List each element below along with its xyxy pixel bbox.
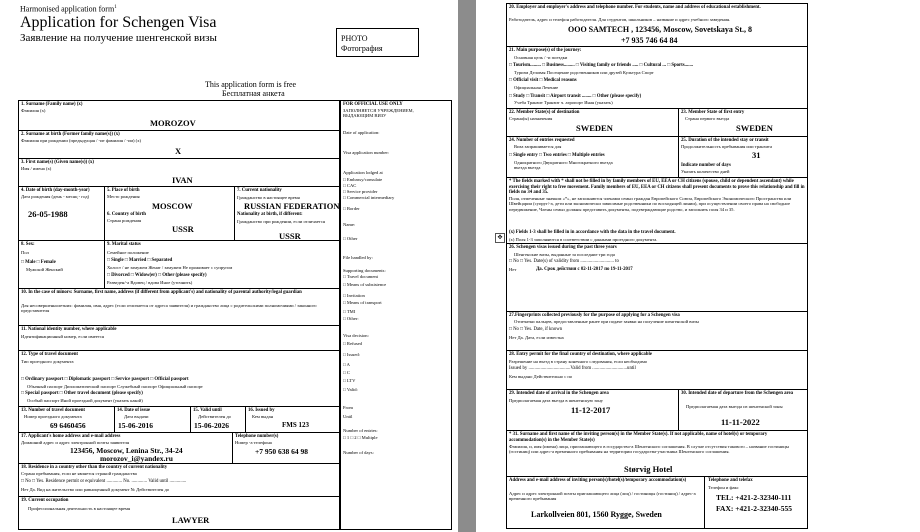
checkbox-supporting-other[interactable]: □ Other: — [343, 316, 359, 321]
move-handle-icon[interactable]: ✥ — [495, 233, 505, 243]
schengen-visa-options[interactable]: □ No □ Yes. Date(s) of validity from ............................ to — [509, 259, 619, 264]
checkbox-means-subsistence[interactable]: □ Means of subsistence — [343, 282, 387, 287]
checkbox-tmi[interactable]: □ TMI — [343, 309, 356, 314]
nationality-value[interactable]: RUSSIAN FEDERATION — [244, 201, 340, 211]
checkbox-visa-ltv[interactable]: □ LTV — [343, 378, 356, 383]
first-name-value[interactable]: IVAN — [172, 175, 193, 185]
entries-options[interactable]: □ 1 □ 2 □ Multiple — [343, 435, 378, 440]
marital-options-1[interactable]: □ Single □ Married □ Separated — [107, 258, 173, 263]
marital-options-2[interactable]: □ Divorced □ Widow(er) □ Other (please specify) — [107, 273, 207, 278]
checkbox-embassy[interactable]: □ Embassy/consulate — [343, 177, 383, 182]
checkbox-means-transport[interactable]: □ Means of transport — [343, 300, 382, 305]
nationality-at-birth-value[interactable]: USSR — [279, 231, 301, 241]
checkbox-service-provider[interactable]: □ Service provider — [343, 189, 378, 194]
official-use-column — [340, 100, 452, 530]
residence-options[interactable]: □ No □ Yes. Residence permit or equivalent ............. No. ............. Valid until .............. — [21, 479, 187, 484]
hotel-address-value[interactable]: Larkollveien 801, 1560 Rygge, Sweden — [531, 510, 662, 519]
checkbox-refused[interactable]: □ Refused — [343, 341, 362, 346]
purpose-options-2[interactable]: □ Official visit □ Medical reasons — [509, 78, 577, 83]
destination-value[interactable]: SWEDEN — [576, 123, 613, 133]
surname-value[interactable]: MOROZOV — [150, 118, 196, 128]
valid-until-value[interactable]: 15-06-2026 — [194, 421, 229, 430]
checkbox-invitation[interactable]: □ Invitation — [343, 293, 365, 298]
country-of-birth-value[interactable]: USSR — [172, 224, 194, 234]
travel-doc-number-value[interactable]: 69 6460456 — [50, 421, 86, 430]
issue-date-value[interactable]: 15-06-2016 — [118, 421, 153, 430]
entry-permit-line[interactable]: Issued by ...................................Valid from .............................until — [509, 366, 636, 371]
hotel-tel-value[interactable]: TEL: +421-2-32340-111 — [716, 493, 792, 502]
arrival-date-value[interactable]: 11-12-2017 — [571, 405, 611, 415]
form-page-1: Harmonised application form$^1$ Application for Schengen Visa Заявление на получение шенгенской визы PHOTO Фотография This application form is free Бесплатная анкета FOR OFFICIAL USE ONLY ЗАПОЛНЯЕТСЯ УЧРЕЖДЕНИЕМ, ВЫДАЮЩИМ ВИЗУ Date of application: Visa application number: Application lodged at □ Embassy/consulate □ CAC □ Service provider □ Commercial intermediary □ Border Name: □ Other File handled by: Supporting documents: □ Travel document □ Means of subsistence □ Invitation □ Means of transport □ TMI □ Other: Visa decision: □ Refused □ Issued: □ A □ C □ LTV □ Valid: From Until Number of entries: □ 1 □ 2 □ Multiple Number of days: 1. Surname (Family name) (x) Фамилия (x) MOROZOV 2. Surname at birth (Former family name(s)) (x) Фамилия при рождении (предыдущая / -ие фамилия / -ии) (x) X 3. First name(s) (Given name(s)) (x) Имя / имена (x) IVAN 4. Date of birth (day-month-year) Дата рождения (день - месяц - год) 26-05-1988 5. Place of birth Место рождения MOSCOW 6. Country of birth Страна рождения USSR 7. Current nationality Гражданство в настоящее время RUSSIAN FEDERATION Nationality at birth, if different: Гражданство при рождении, если отличается USSR 8. Sex: Пол □ Male □ Female Мужской Женский 9. Marital status Семейное положение □ Single □ Married □ Separated Холост / не замужем Женат / замужем Не проживает с супругом □ Divorced □ Widow(er) □ Other (please specify) Разведен/-а Вдовец / вдова Иное (уточнить) 10. In the case of minors: Surname, first name, address (if different from applicant's) and nationality of parental authority/legal guardian Для несовершеннолетних: фамилия, имя, адрес (если отличается от адреса заявителя) и гражданство лица с родительскими полномочиями / законного представителя 11. National identity number, where applicable Идентификационный номер, если имеется 12. Type of travel document Тип проездного документа □ Ordinary passport □ Diplomatic passport □ Service passport □ Official passport Обычный паспорт Дипломатический паспорт Служебный паспорт Официальный паспорт □ Special passport □ Other travel document (please specify) Особый паспорт Иной проездной документ (указать какой) 13. Number of travel document Номер проездного документа 69 6460456 14. Date of issue Дата выдачи 15-06-2016 15. Valid until Действителен до 15-06-2026 16. Issued by Кем выдан FMS 123 17. Applicant's home address and e-mail address Домашний адрес и адрес электронной почты заявителя 123456, Moscow, Lenina Str., 34-24 morozov_i@yandex.ru Telephone number(s) Номер -а телефона +7 950 638 64 98 18. Residence in a country other than the country of current nationality Страна пребывания, если не является страной гражданства □ No □ Yes. Residence permit or equivalent ............. No. ............. Valid until .............. Нет Да. Вид на жительство или равноценный документ № Действителен до 19. Current occupation Профессиональная деятельность в настоящее время LAWYER — [0, 0, 458, 532]
surname-at-birth-value[interactable]: X — [175, 146, 182, 156]
checkbox-commercial[interactable]: □ Commercial intermediary — [343, 195, 395, 200]
issued-by-value[interactable]: FMS 123 — [282, 421, 310, 429]
checkbox-cac[interactable]: □ CAC — [343, 183, 357, 188]
form-title-ru: Заявление на получение шенгенской визы — [20, 32, 217, 44]
occupation-value[interactable]: LAWYER — [172, 515, 210, 525]
email-value[interactable]: morozov_i@yandex.ru — [100, 454, 173, 463]
schengen-visa-dates-value[interactable]: Да. Срок действия с 02-11-2017 по 19-11-2017 — [536, 267, 633, 272]
checkbox-issued[interactable]: □ Issued: — [343, 352, 360, 357]
form-title: Application for Schengen Visa — [20, 14, 217, 31]
free-notice: This application form is free — [205, 80, 297, 89]
fingerprints-options[interactable]: □ No □ Yes. Date, if known — [509, 327, 563, 332]
checkbox-visa-a[interactable]: □ A — [343, 362, 350, 367]
checkbox-valid[interactable]: □ Valid: — [343, 387, 358, 392]
place-of-birth-value[interactable]: MOSCOW — [152, 201, 193, 211]
sex-options[interactable]: □ Male □ Female — [21, 260, 56, 265]
checkbox-lodged-other[interactable]: □ Other — [343, 236, 358, 241]
photo-box: PHOTO Фотография — [336, 28, 419, 57]
home-address-value[interactable]: 123456, Moscow, Lenina Str., 34-24 — [70, 446, 183, 455]
free-notice-ru: Бесплатная анкета — [222, 89, 285, 98]
date-of-birth-value[interactable]: 26-05-1988 — [28, 209, 68, 219]
departure-date-value[interactable]: 11-11-2022 — [721, 417, 760, 427]
purpose-options-1[interactable]: □ Tourism......... □ Business......... □ Visiting family or friends ..... □ Cultural ... □ Sports....... — [509, 63, 694, 68]
hotel-name-value[interactable]: Størvig Hotel — [624, 464, 673, 474]
employer-value[interactable]: OOO SAMTECH , 123456, Moscow, Sovetskaya St., 8 — [568, 25, 753, 34]
travel-doc-options-2[interactable]: □ Special passport □ Other travel document (please specify) — [21, 391, 143, 396]
checkbox-travel-doc[interactable]: □ Travel document — [343, 274, 378, 279]
entries-requested-options[interactable]: □ Single entry □ Two entries □ Multiple entries — [509, 153, 605, 158]
checkbox-border[interactable]: □ Border — [343, 206, 360, 211]
form-page-2: 20. Employer and employer's address and telephone number. For students, name and address of educational establishment. Работодатель, адрес и телефон работодателя. Для студентов, школьников – название и адрес учебного заведения. OOO SAMTECH , 123456, Moscow, Sovetskaya St., 8 +7 935 746 64 84 21. Main purpose(s) of the journey: Основная цель / -и поездки □ Tourism......... □ Business......... □ Visiting family or friends ..... □ Cultural ... □ Sports....... Туризм Деловая Посещение родственников или друзей Культура Спорт □ Official visit □ Medical reasons Официальная Лечение □ Study □ Transit □ Airport transit ........ □ Other (please specify) Учеба Транзит Транзит ч. аэропорт Иная (указать) 22. Member State(s) of destination Страна(ы) назначения SWEDEN 23. Member State of first entry Страна первого въезда SWEDEN 24. Number of entries requested Виза запрашивается для □ Single entry □ Two entries □ Multiple entries Однократного Двукратного Многократного въезда въезда въезда 25. Duration of the intended stay or transit Продолжительность пребывания или транзита 31 Indicate number of days Указать количество дней * The fields marked with * shall not be filled in by family members of EU, EEA or CH citizens (spouse, child or dependent ascendant) while exercising their right to free movement. Family members of EU, EEA or CH citizens shall present documents to prove this relationship and fill in fields no 34 and 35. Поля, отмеченные значком «*», не заполняются членами семьи граждан Европейского Союза, Европейского Экономического Пространства или Швейцарии (супруг/-а, дети или экономически зависимые родственники по восходящей линии), при осуществлении своего права на свободное передвижение, Члены семьи должны представить документы, подтверждающие родство, и заполнить поля 34 и 35. ✥ (x) Fields 1-3 shall be filled in in accordance with the data in the travel document. (x) Поля 1-3 заполняются в соответствии с данными проездного документа. 26. Schengen visas issued during the past three years Шенгенские визы, выданные за последние три года □ No □ Yes. Date(s) of validity from ............................ to Нет Да. Срок действия с 02-11-2017 по 19-11-2017 27.Fingerprints collected previously for the purpose of applying for a Schengen visa Отпечатки пальцев, предоставленные ранее при подаче заявки на получение шенгенской визы □ No □ Yes. Date, if known Нет Да. Дата, если известна 28. Entry permit for the final country of destination, where applicable Разрешение на въезд в страну конечного следования, если необходимо Issued by ...................................Valid from .............................until Кем выдано Действительно с по 29. Intended date of arrival in the Schengen area Предполагаемая дата въезда в шенгенскую зону 11-12-2017 30. Intended date of departure from the Schengen area Предполагаемая дата выезда из шенгенской зоны 11-11-2022 * 31. Surname and first name of the inviting person(s) in the Member State(s). If not applicable, name of hotel(s) or temporary accommodation(s) in the Member State(s) Фамилия, и, имя (имена) лица, приглашающего в государство-а Шенгенского соглашения. В случае отсутствия такового – название гостиницы (гостиниц) или адрес-а временного пребывания на территории государства-участника Шенгенского соглашения. Størvig Hotel Address and e-mail address of inviting person(s)/hotel(s)/temporary accommodation(s) Адрес и адрес электронной почты приглашающего лица (лиц) / гостиницы (гостиниц) / адрес-а временного пребывания Larkollveien 801, 1560 Rygge, Sweden Telephone and telefax Телефон и факс TEL: +421-2-32340-111 FAX: +421-2-32340-555 — [476, 0, 920, 532]
form-subtitle: Harmonised application form$^1$ — [20, 4, 117, 14]
employer-phone-value[interactable]: +7 935 746 64 84 — [621, 36, 678, 45]
stay-duration-value[interactable]: 31 — [752, 150, 761, 160]
footnote-family-members: * The fields marked with * shall not be filled in by family members of EU, EEA or CH citizens (spouse, child or dependent ascendant) while exercising their right to free movement. Family members of EU, EEA or CH citizens shall present documents to prove this relationship and fill in fields no 34 and 35. — [509, 179, 805, 196]
purpose-options-3[interactable]: □ Study □ Transit □ Airport transit ........ □ Other (please specify) — [509, 94, 642, 99]
travel-doc-options-1[interactable]: □ Ordinary passport □ Diplomatic passport □ Service passport □ Official passport — [21, 377, 189, 382]
hotel-fax-value[interactable]: FAX: +421-2-32340-555 — [716, 504, 792, 513]
first-entry-value[interactable]: SWEDEN — [736, 123, 773, 133]
checkbox-visa-c[interactable]: □ C — [343, 370, 350, 375]
phone-value[interactable]: +7 950 638 64 98 — [255, 447, 309, 456]
